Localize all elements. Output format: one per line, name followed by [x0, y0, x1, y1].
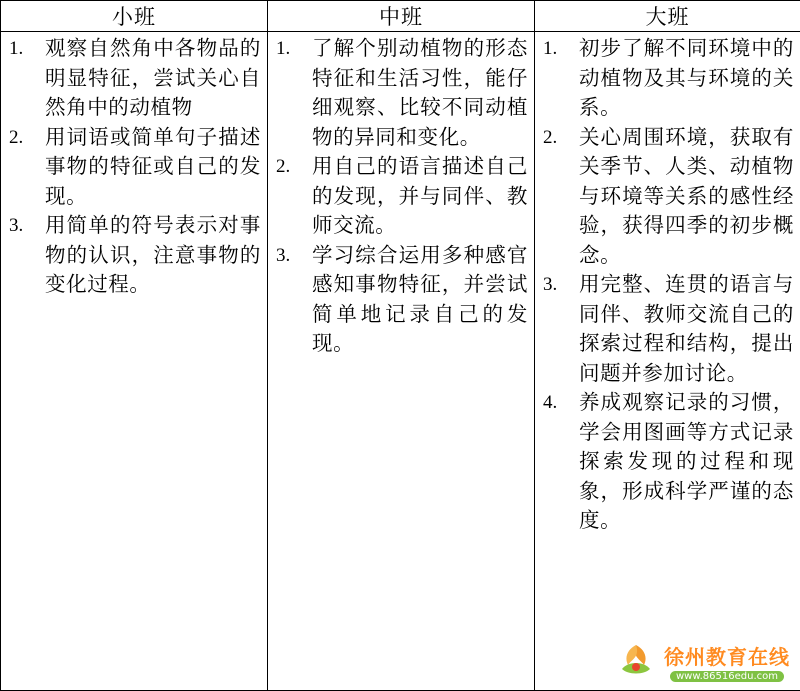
content-row: [1, 32, 800, 691]
list-item: [543, 388, 794, 536]
item-text: 关心周围环境，获取有关季节、人类、动植物与环境等关系的感性经验，获得四季的初步概念。: [579, 124, 794, 267]
small-class-cell: [1, 32, 268, 691]
list-item: [276, 241, 528, 359]
item-text: 初步了解不同环境中的动植物及其与环境的关系。: [579, 36, 794, 119]
item-text: 学习综合运用多种感官感知事物特征，并尝试简单地记录自己的发现。: [312, 242, 528, 355]
item-number: 2.: [276, 156, 291, 177]
item-number: 3.: [543, 274, 558, 295]
item-number: 1.: [276, 38, 291, 59]
site-watermark: [614, 639, 790, 683]
watermark-logo-icon: [614, 639, 658, 683]
item-number: 1.: [543, 38, 558, 59]
item-text: 用自己的语言描述自己的发现，并与同伴、教师交流。: [312, 154, 528, 237]
item-text: 用简单的符号表示对事物的认识，注意事物的变化过程。: [45, 213, 261, 296]
list-item: [543, 34, 794, 123]
list-item: [9, 123, 261, 212]
header-row: [1, 1, 800, 32]
watermark-url: www.86516edu.com: [670, 671, 784, 682]
item-text: 了解个别动植物的形态特征和生活习性，能仔细观察、比较不同动植物的异同和变化。: [312, 36, 528, 149]
list-item: [543, 270, 794, 388]
item-number: 2.: [543, 126, 558, 148]
list-item: [276, 152, 528, 241]
item-number: 3.: [276, 244, 291, 266]
middle-class-cell: [268, 32, 535, 691]
header-large-class: 大班: [535, 1, 800, 32]
item-text: 养成观察记录的习惯，学会用图画等方式记录探索发现的过程和现象，形成科学严谨的态度。: [579, 390, 794, 532]
header-middle-class: 中班: [268, 1, 535, 32]
header-small-class: 小班: [1, 1, 268, 32]
list-item: [9, 211, 261, 300]
middle-class-list: [268, 32, 534, 359]
list-item: [9, 34, 261, 123]
watermark-name: 徐州教育在线: [664, 644, 790, 669]
item-number: 1.: [9, 38, 24, 59]
small-class-list: [1, 32, 267, 300]
large-class-list: [535, 32, 800, 536]
list-item: [276, 34, 528, 152]
list-item: [543, 123, 794, 271]
item-number: 4.: [543, 392, 558, 413]
item-text: 观察自然角中各物品的明显特征，尝试关心自然角中的动植物: [45, 36, 261, 119]
large-class-cell: [535, 32, 800, 691]
item-number: 3.: [9, 215, 24, 236]
item-text: 用完整、连贯的语言与同伴、教师交流自己的探索过程和结构，提出问题并参加讨论。: [579, 272, 794, 385]
item-number: 2.: [9, 126, 24, 148]
item-text: 用词语或简单句子描述事物的特征或自己的发现。: [45, 124, 261, 208]
